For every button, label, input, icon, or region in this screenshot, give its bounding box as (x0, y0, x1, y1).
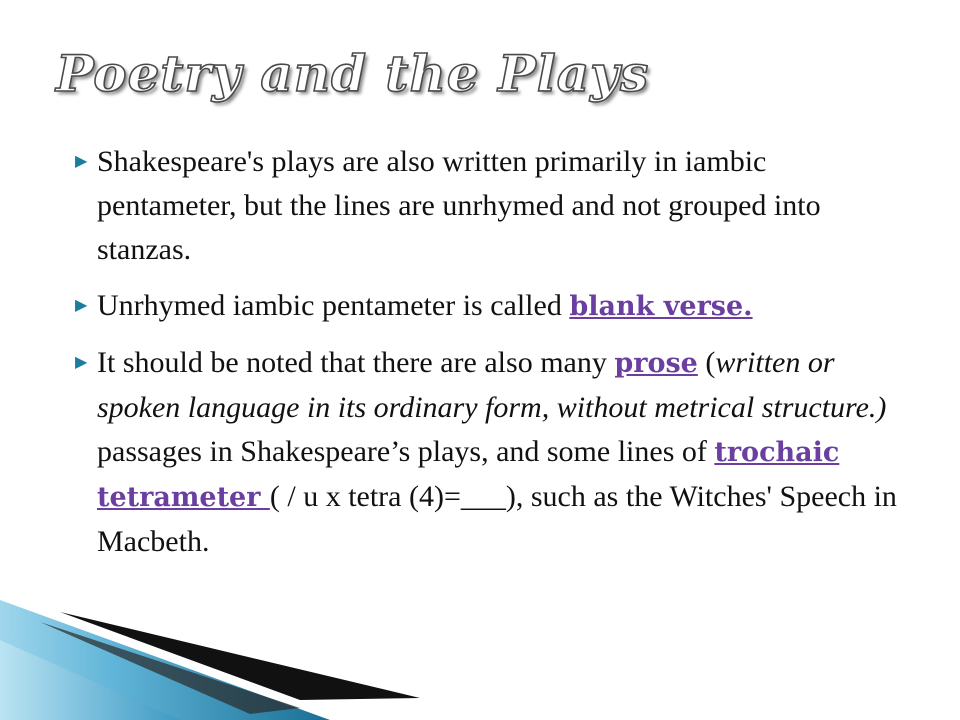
prose-link[interactable]: prose (614, 348, 698, 379)
trochaic-tetrameter-link[interactable]: trochaic tetrameter (97, 437, 840, 513)
bullet-text: passages in Shakespeare’s plays, and some lines of (97, 435, 715, 468)
bullet-text: Unrhymed iambic pentameter is called (97, 289, 570, 322)
prose-definition: written or spoken language in its ordinary form, without metrical structure.) (97, 346, 887, 424)
bullet-text: Shakespeare's plays are also written primarily in iambic pentameter, but the lines are unrhymed and not grouped into stanzas. (97, 145, 821, 266)
bullet-text: It should be noted that there are also many (97, 346, 615, 379)
triangle-right-icon: ▶ (75, 153, 88, 170)
triangle-right-icon: ▶ (75, 354, 88, 371)
blank-verse-link[interactable]: blank verse. (569, 291, 753, 322)
bullet-text: ( / u x tetra (4)=___), such as the Witches' Speech in Macbeth. (97, 480, 897, 558)
paren-open: ( (697, 346, 716, 379)
slide-title: Poetry and the Plays (56, 44, 650, 103)
triangle-right-icon: ▶ (75, 297, 88, 314)
